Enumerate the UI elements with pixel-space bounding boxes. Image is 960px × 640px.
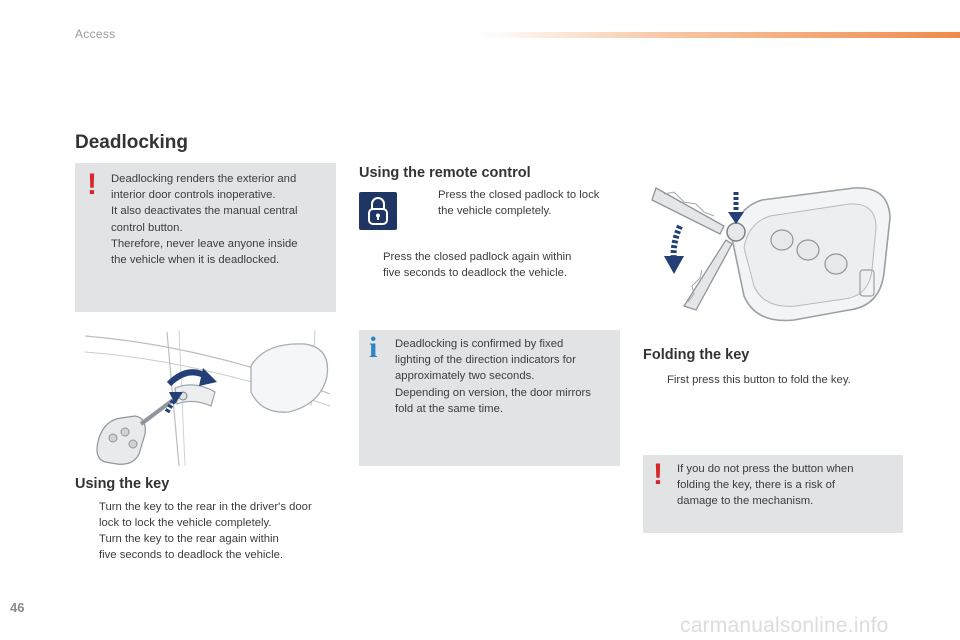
folding-key-heading: Folding the key bbox=[643, 347, 750, 363]
using-key-heading: Using the key bbox=[75, 476, 170, 492]
key-step-1: Turn the key to the rear in the driver's door lock to lock the vehicle completely. bbox=[99, 501, 312, 530]
info-icon: i bbox=[369, 331, 378, 364]
closed-padlock-button-icon bbox=[359, 192, 397, 230]
remote-step-2: Press the closed padlock again within five seconds to deadlock the vehicle. bbox=[383, 251, 572, 280]
warning-icon: ! bbox=[653, 458, 663, 491]
header-section-title: Access bbox=[75, 27, 116, 41]
folding-step-1: First press this button to fold the key. bbox=[667, 374, 851, 386]
folding-warning-text: If you do not press the button when folding the key, there is a risk of damage to the mechanism. bbox=[677, 463, 854, 508]
padlock-icon bbox=[359, 192, 397, 230]
warning-text: Deadlocking renders the exterior and interior door controls inoperative. It also deactivates the manual central control button. Therefore, never leave anyone inside the vehicle when it is deadlocked. bbox=[111, 173, 298, 267]
key-step-2: Turn the key to the rear again within five seconds to deadlock the vehicle. bbox=[99, 533, 283, 562]
info-text: Deadlocking is confirmed by fixed lighting of the direction indicators for approximately two seconds. Depending on version, the door mirrors fold at the same time. bbox=[395, 338, 591, 415]
door-lock-key-illustration bbox=[75, 326, 336, 468]
watermark-text: carmanualsonline.info bbox=[680, 614, 889, 637]
page-title: Deadlocking bbox=[75, 132, 188, 153]
remote-step-1: Press the closed padlock to lock the vehicle completely. bbox=[438, 189, 600, 218]
key-folding-illustration bbox=[644, 178, 894, 328]
warning-icon: ! bbox=[87, 168, 97, 201]
header-accent-bar bbox=[480, 32, 960, 38]
page-number: 46 bbox=[10, 600, 25, 615]
remote-control-heading: Using the remote control bbox=[359, 165, 531, 181]
